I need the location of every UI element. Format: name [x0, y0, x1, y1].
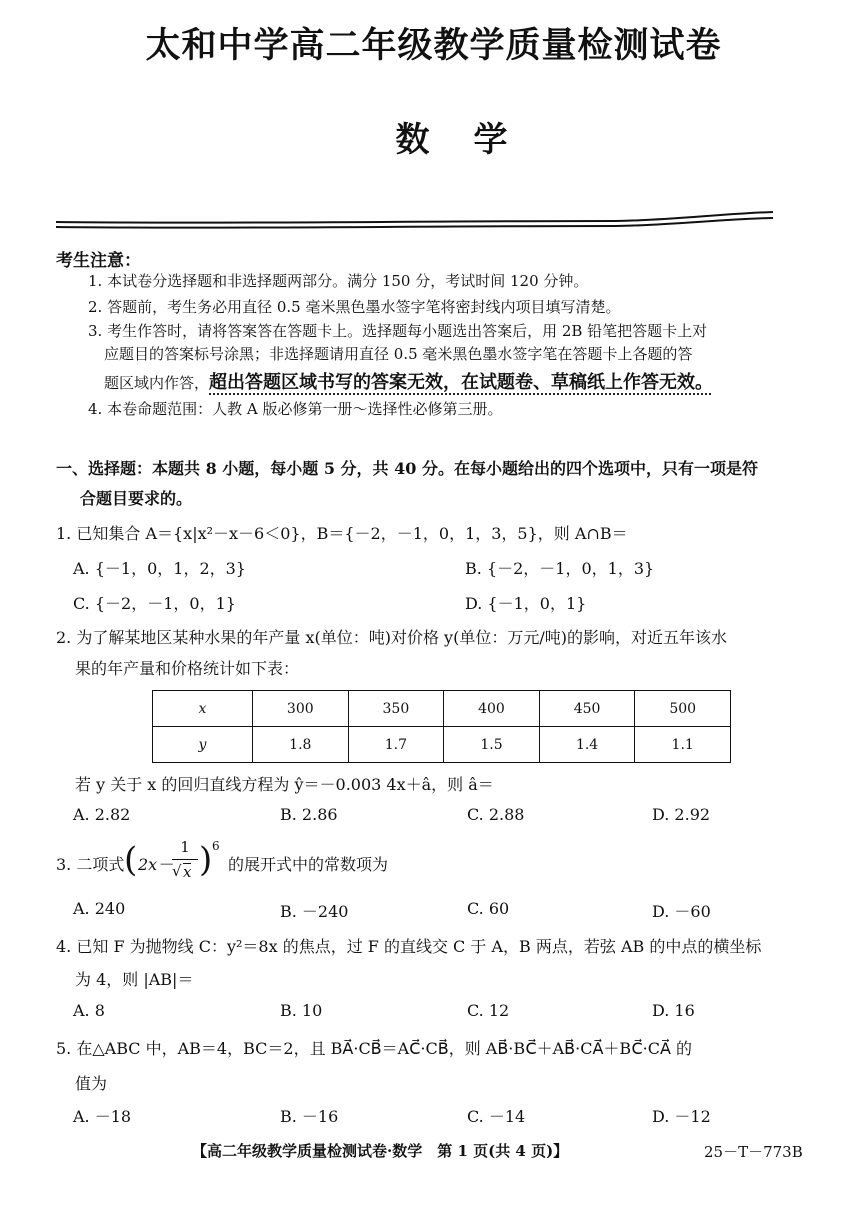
notice-item-4: 4. 本卷命题范围：人教 A 版必修第一册～选择性必修第三册。 [88, 400, 503, 418]
table-row-y [153, 727, 731, 763]
q3-option-c: C. 60 [467, 899, 510, 918]
q3-power: 6 [212, 839, 220, 853]
q3-frac-num: 1 [180, 838, 190, 856]
q1-stem: 1. 已知集合 A＝{x|x²－x－6＜0}，B＝{－2，－1，0，1，3，5}，则 A∩B＝ [56, 524, 628, 543]
notice-item-3-line1: 3. 考生作答时，请将答案答在答题卡上。选择题每小题选出答案后，用 2B 铅笔把答题卡上对 [88, 322, 708, 340]
exam-title: 太和中学高二年级教学质量检测试卷 [145, 25, 722, 66]
table-header-y: y [153, 727, 253, 763]
subject-title: 数学 [395, 120, 552, 160]
table-cell: 1.8 [253, 727, 349, 763]
q4-stem-line1: 4. 已知 F 为抛物线 C：y²＝8x 的焦点，过 F 的直线交 C 于 A，B 两点，若弦 AB 的中点的横坐标 [56, 937, 762, 956]
notice-item-3-line3 [104, 368, 713, 394]
q2-data-table [152, 690, 731, 763]
notice-warning: 超出答题区域书写的答案无效，在试题卷、草稿纸上作答无效。 [209, 372, 714, 393]
q2-option-b: B. 2.86 [280, 805, 338, 824]
q1-option-d: D. {－1，0，1} [465, 594, 587, 613]
table-cell: 350 [348, 691, 444, 727]
sqrt-icon: √ [172, 862, 182, 880]
left-paren: ( [124, 840, 138, 880]
notice-item-3-line2: 应题目的答案标号涂黑；非选择题请用直径 0.5 毫米黑色墨水签字笔在答题卡上各题的答 [104, 345, 693, 363]
notice-heading: 考生注意： [56, 251, 141, 271]
page-footer: 【高二年级教学质量检测试卷·数学 第 1 页(共 4 页)】 [192, 1142, 569, 1160]
q5-stem-line1: 5. 在△ABC 中，AB＝4，BC＝2，且 BA⃗·CB⃗＝AC⃗·CB⃗，则 AB⃗·BC⃗＋AB⃗·CA⃗＋BC⃗·CA⃗ 的 [56, 1039, 693, 1058]
table-cell: 1.7 [348, 727, 444, 763]
table-cell: 300 [253, 691, 349, 727]
q1-option-b: B. {－2，－1，0，1，3} [465, 559, 655, 578]
q4-option-b: B. 10 [280, 1001, 323, 1020]
notice-item-3-text: 题区域内作答， [104, 374, 210, 392]
q1-option-a: A. {－1，0，1，2，3} [73, 559, 246, 578]
exam-code: 25－T－773B [704, 1143, 803, 1161]
q3-expr: 2x－ [138, 855, 174, 874]
q1-option-c: C. {－2，－1，0，1} [73, 594, 236, 613]
table-cell: 450 [539, 691, 635, 727]
decorative-rule [56, 206, 773, 232]
q3-prefix: 3. 二项式 [56, 855, 125, 874]
q5-option-b: B. －16 [280, 1107, 339, 1126]
right-paren: ) [199, 840, 213, 880]
q5-option-a: A. －18 [73, 1107, 132, 1126]
q3-suffix: 的展开式中的常数项为 [228, 855, 389, 874]
table-cell: 500 [635, 691, 731, 727]
q5-stem-line2: 值为 [75, 1074, 108, 1093]
q2-stem-line1: 2. 为了解某地区某种水果的年产量 x(单位：吨)对价格 y(单位：万元/吨)的影响，对近五年该水 [56, 628, 727, 647]
table-row-x [153, 691, 731, 727]
q3-option-a: A. 240 [73, 899, 126, 918]
q2-option-d: D. 2.92 [652, 805, 711, 824]
q3-frac-den: x [183, 863, 192, 881]
q4-option-c: C. 12 [467, 1001, 510, 1020]
q5-option-c: C. －14 [467, 1107, 526, 1126]
q2-stem-line2: 果的年产量和价格统计如下表： [75, 659, 300, 678]
notice-item-1: 1. 本试卷分选择题和非选择题两部分。满分 150 分，考试时间 120 分钟。 [88, 272, 589, 290]
table-cell: 1.5 [444, 727, 540, 763]
section1-heading-line1: 一、选择题：本题共 8 小题，每小题 5 分，共 40 分。在每小题给出的四个选项中，只有一项是符 [56, 459, 758, 478]
q4-option-a: A. 8 [73, 1001, 105, 1020]
notice-item-2: 2. 答题前，考生务必用直径 0.5 毫米黑色墨水签字笔将密封线内项目填写清楚。 [88, 298, 621, 316]
table-header-x: x [153, 691, 253, 727]
q4-option-d: D. 16 [652, 1001, 695, 1020]
q3-option-b: B. －240 [280, 902, 349, 921]
q5-option-d: D. －12 [652, 1107, 711, 1126]
section1-heading-line2: 合题目要求的。 [80, 489, 193, 508]
q3-frac-bar [172, 859, 198, 860]
q3-option-d: D. －60 [652, 902, 711, 921]
table-cell: 1.4 [539, 727, 635, 763]
q4-stem-line2: 为 4，则 |AB|＝ [75, 970, 194, 989]
table-cell: 400 [444, 691, 540, 727]
q2-option-a: A. 2.82 [73, 805, 131, 824]
q2-option-c: C. 2.88 [467, 805, 525, 824]
q2-stem-line3: 若 y 关于 x 的回归直线方程为 ŷ＝－0.003 4x＋â，则 â＝ [75, 775, 494, 794]
table-cell: 1.1 [635, 727, 731, 763]
